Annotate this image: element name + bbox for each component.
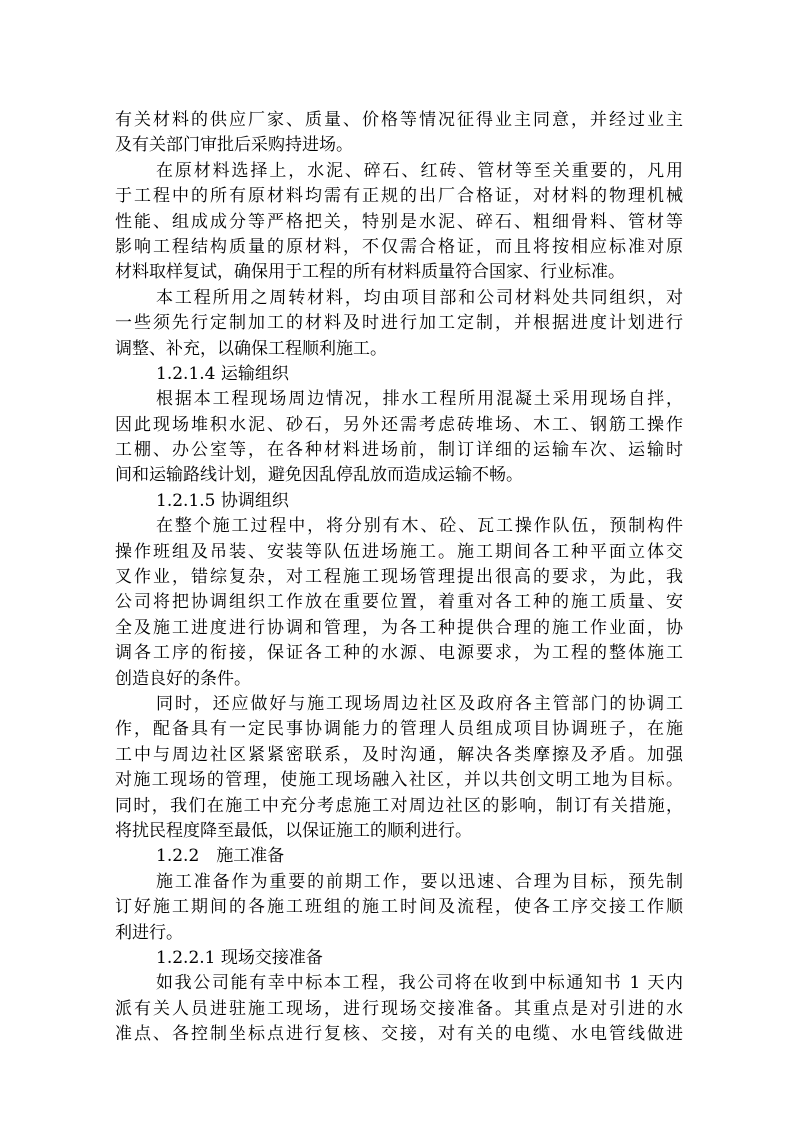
paragraph	[115, 286, 683, 362]
document-page	[115, 108, 683, 1047]
text-line: 订好施工期间的各施工班组的施工时间及流程，使各工序交接工作顺	[115, 897, 683, 918]
text-line: 根据本工程现场周边情况，排水工程所用混凝土采用现场自拌，	[156, 389, 683, 410]
text-line: 在原材料选择上，水泥、碎石、红砖、管材等至关重要的，凡用	[156, 160, 683, 181]
text-line: 有关材料的供应厂家、质量、价格等情况征得业主同意，并经过业主	[115, 110, 683, 130]
text-line: 因此现场堆积水泥、砂石，另外还需考虑砖堆场、木工、钢筋工操作	[115, 414, 683, 435]
text-line: 间和运输路线计划，避免因乱停乱放而造成运输不畅。	[115, 465, 523, 486]
paragraph	[115, 971, 683, 1047]
text-line: 如我公司能有幸中标本工程，我公司将在收到中标通知书 1 天内	[156, 973, 683, 994]
text-line: 及有关部门审批后采购持进场。	[115, 135, 353, 156]
text-line: 作，配备具有一定民事协调能力的管理人员组成项目协调班子，在施	[115, 719, 683, 740]
text-line: 公司将把协调组织工作放在重要位置，着重对各工种的施工质量、安	[115, 592, 683, 613]
text-line: 在整个施工过程中，将分别有木、砼、瓦工操作队伍，预制构件	[156, 516, 683, 537]
text-line: 材料取样复试，确保用于工程的所有材料质量符合国家、行业标准。	[115, 262, 625, 283]
text-line: 于工程中的所有原材料均需有正规的出厂合格证，对材料的物理机械	[115, 186, 683, 207]
text-line: 同时，还应做好与施工现场周边社区及政府各主管部门的协调工	[156, 693, 683, 714]
heading-text: 1.2.2.1 现场交接准备	[156, 947, 323, 968]
paragraph	[115, 870, 683, 946]
text-line: 创造良好的条件。	[115, 668, 251, 689]
paragraph	[115, 692, 683, 844]
section-heading	[115, 844, 683, 869]
text-line: 施工准备作为重要的前期工作，要以迅速、合理为目标，预先制	[156, 871, 683, 892]
text-line: 派有关人员进驻施工现场，进行现场交接准备。其重点是对引进的水	[115, 998, 683, 1019]
text-line: 性能、组成成分等严格把关，特别是水泥、碎石、粗细骨料、管材等	[115, 211, 683, 232]
text-line: 同时，我们在施工中充分考虑施工对周边社区的影响，制订有关措施，	[115, 795, 683, 816]
text-line: 操作班组及吊装、安装等队伍进场施工。施工期间各工种平面立体交	[115, 541, 683, 562]
text-line: 工中与周边社区紧紧密联系，及时沟通，解决各类摩擦及矛盾。加强	[115, 744, 683, 765]
paragraph	[115, 514, 683, 692]
paragraph	[115, 387, 683, 489]
section-heading	[115, 946, 683, 971]
text-line: 一些须先行定制加工的材料及时进行加工定制，并根据进度计划进行	[115, 313, 683, 334]
paragraph	[115, 159, 683, 286]
text-line: 准点、各控制坐标点进行复核、交接，对有关的电缆、水电管线做进	[115, 1024, 683, 1045]
text-line: 将扰民程度降至最低，以保证施工的顺利进行。	[115, 820, 472, 841]
heading-text: 1.2.2 施工准备	[156, 846, 285, 867]
section-heading	[115, 362, 683, 387]
paragraph	[115, 108, 683, 159]
text-line: 叉作业，错综复杂，对工程施工现场管理提出很高的要求，为此，我	[115, 567, 683, 588]
heading-text: 1.2.1.5 协调组织	[156, 490, 289, 511]
text-line: 利进行。	[115, 922, 183, 943]
text-line: 本工程所用之周转材料，均由项目部和公司材料处共同组织，对	[156, 287, 683, 308]
text-line: 调整、补充，以确保工程顺利施工。	[115, 338, 387, 359]
text-line: 调各工序的衔接，保证各工种的水源、电源要求，为工程的整体施工	[115, 643, 683, 664]
heading-text: 1.2.1.4 运输组织	[156, 363, 289, 384]
text-line: 对施工现场的管理，使施工现场融入社区，并以共创文明工地为目标。	[115, 770, 683, 791]
section-heading	[115, 489, 683, 514]
text-line: 全及施工进度进行协调和管理，为各工种提供合理的施工作业面，协	[115, 617, 683, 638]
text-line: 工棚、办公室等，在各种材料进场前，制订详细的运输车次、运输时	[115, 440, 683, 461]
text-line: 影响工程结构质量的原材料，不仅需合格证，而且将按相应标准对原	[115, 236, 683, 257]
